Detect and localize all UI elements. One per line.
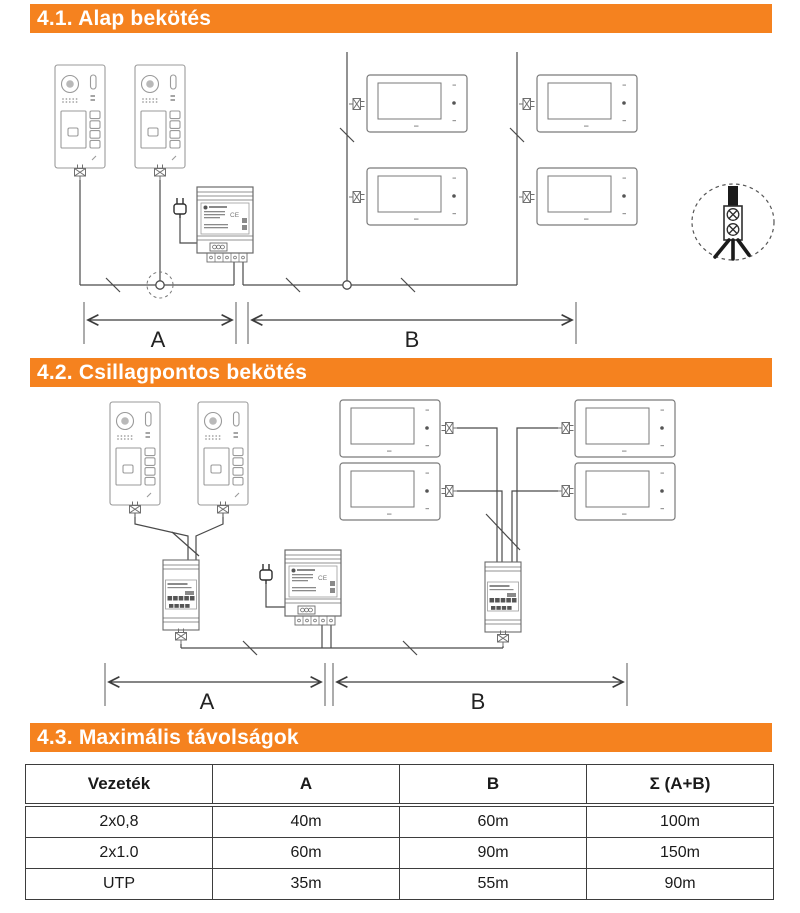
power-plug-icon — [174, 198, 186, 218]
section-header-max-distances — [30, 723, 772, 752]
table-header-row — [26, 765, 774, 806]
section-title: 4.3. Maximális távolságok — [37, 726, 299, 749]
junction-node — [343, 281, 351, 289]
section-header-basic-wiring — [30, 4, 772, 33]
dimension-label-b: B — [404, 327, 420, 352]
cell-cable: 2x0,8 — [26, 805, 213, 838]
connector-icon — [519, 99, 535, 110]
connector-icon — [442, 423, 458, 434]
connector-icon — [176, 629, 187, 645]
indoor-monitor — [575, 400, 675, 457]
dimension-b — [248, 302, 576, 352]
connector-icon — [349, 99, 365, 110]
cell-a: 40m — [213, 805, 400, 838]
indoor-monitor — [575, 463, 675, 520]
col-header-cable: Vezeték — [26, 765, 213, 806]
cable-break-marks — [172, 514, 520, 655]
star-wiring-diagram — [0, 390, 800, 715]
cell-cable: 2x1.0 — [26, 838, 213, 869]
distributor-module — [163, 560, 199, 630]
connector-icon — [519, 192, 535, 203]
max-distance-table — [25, 764, 774, 900]
connector-icon — [349, 192, 365, 203]
cell-b: 90m — [400, 838, 587, 869]
distributor-module — [485, 562, 521, 632]
col-header-a: A — [213, 765, 400, 806]
section-header-star-wiring — [30, 358, 772, 387]
door-station — [110, 402, 160, 505]
indoor-monitor — [340, 400, 440, 457]
cable-detail-icon — [692, 184, 774, 260]
cell-sum: 90m — [587, 869, 774, 900]
table-row — [26, 869, 774, 900]
indoor-monitor — [340, 463, 440, 520]
connector-icon — [498, 631, 509, 647]
col-header-sum: Σ (A+B) — [587, 765, 774, 806]
dimension-a — [105, 663, 325, 714]
cell-cable: UTP — [26, 869, 213, 900]
connector-icon — [558, 486, 574, 497]
door-station — [55, 65, 105, 168]
dimension-a — [84, 302, 236, 352]
dimension-label-a: A — [199, 689, 215, 714]
power-supply-unit — [285, 550, 341, 625]
door-station — [135, 65, 185, 168]
cell-sum: 100m — [587, 805, 774, 838]
section-title: 4.1. Alap bekötés — [37, 7, 212, 30]
section-title: 4.2. Csillagpontos bekötés — [37, 361, 308, 384]
dimension-label-a: A — [150, 327, 166, 352]
cell-sum: 150m — [587, 838, 774, 869]
cell-b: 60m — [400, 805, 587, 838]
basic-wiring-diagram — [0, 33, 800, 358]
table-row — [26, 805, 774, 838]
table-row — [26, 838, 774, 869]
indoor-monitor — [537, 75, 637, 132]
indoor-monitor — [537, 168, 637, 225]
connector-icon — [558, 423, 574, 434]
col-header-b: B — [400, 765, 587, 806]
power-plug-icon — [260, 564, 272, 584]
cell-a: 60m — [213, 838, 400, 869]
dimension-b — [333, 663, 627, 714]
power-supply-unit — [197, 187, 253, 262]
connector-icon — [442, 486, 458, 497]
cell-a: 35m — [213, 869, 400, 900]
indoor-monitor — [367, 168, 467, 225]
cell-b: 55m — [400, 869, 587, 900]
door-station — [198, 402, 248, 505]
indoor-monitor — [367, 75, 467, 132]
junction-node — [156, 281, 164, 289]
dimension-label-b: B — [470, 689, 486, 714]
